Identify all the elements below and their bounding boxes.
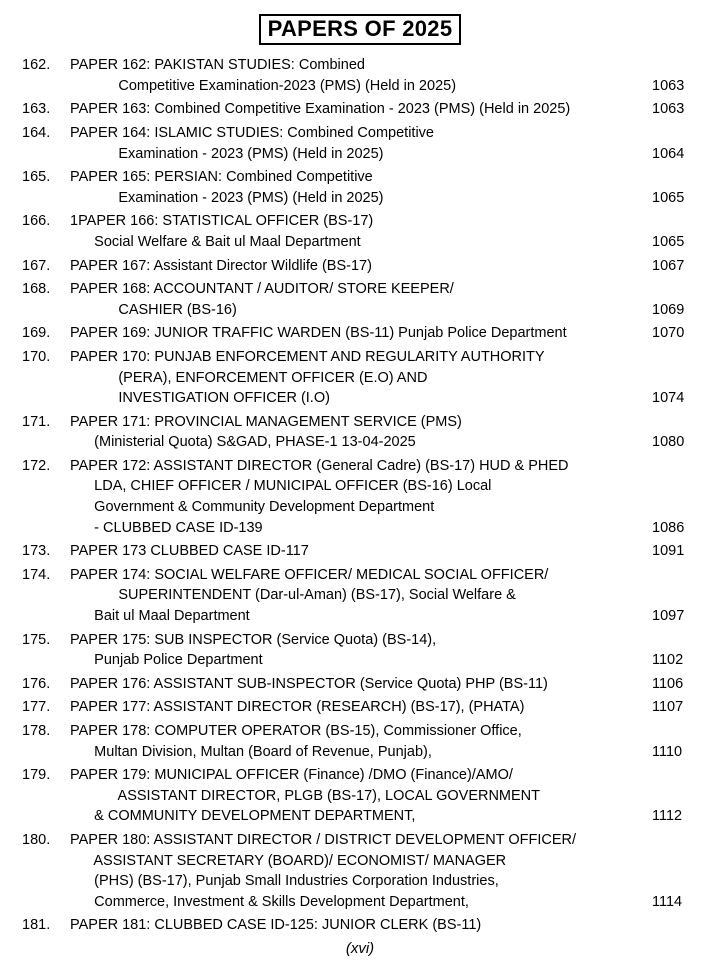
- entry-title-line: PAPER 180: ASSISTANT DIRECTOR / DISTRICT DEVELOPMENT OFFICER/: [70, 831, 576, 848]
- entry-title-line: Social Welfare & Bait ul Maal Department: [70, 233, 361, 250]
- entry-title-line: PAPER 168: ACCOUNTANT / AUDITOR/ STORE KEEPER/: [70, 281, 454, 298]
- entry-title: [70, 915, 652, 936]
- page-number-value: 1114: [652, 893, 683, 910]
- entry-page-number: [652, 167, 698, 208]
- entry-page-number: [652, 279, 698, 320]
- entry-title: [70, 256, 652, 277]
- page-number-value: 1067: [652, 257, 685, 274]
- page-number-value: 1097: [652, 608, 685, 625]
- entry-title-line: INVESTIGATION OFFICER (I.O): [70, 390, 330, 407]
- entry-title-line: (PERA), ENFORCEMENT OFFICER (E.O) AND: [70, 369, 428, 386]
- entry-page-number: [652, 565, 698, 627]
- page-number-spacer: [652, 765, 698, 786]
- entry-title-line: (Ministerial Quota) S&GAD, PHASE-1 13-04-2025: [70, 434, 416, 451]
- entry-number: 178.: [22, 723, 51, 739]
- table-of-contents: [22, 55, 698, 939]
- entry-title: [70, 55, 652, 96]
- page-number-value: 1110: [652, 743, 683, 760]
- page-number-value: 1063: [652, 77, 685, 94]
- page-number-value: 1106: [652, 675, 684, 692]
- entry-title-line: PAPER 174: SOCIAL WELFARE OFFICER/ MEDICAL SOCIAL OFFICER/: [70, 566, 549, 583]
- entry-title: [70, 830, 652, 912]
- entry-number: 172.: [22, 457, 51, 474]
- entry-title-line: Punjab Police Department: [70, 652, 263, 669]
- page-number-value: 1074: [652, 390, 685, 407]
- table-row[interactable]: [22, 541, 698, 562]
- page-number-spacer: [652, 412, 698, 433]
- table-row[interactable]: [22, 830, 698, 912]
- table-row[interactable]: [22, 456, 698, 538]
- entry-title: [70, 630, 652, 671]
- entry-title: [70, 721, 652, 762]
- entry-title-line: Examination - 2023 (PMS) (Held in 2025): [70, 145, 384, 162]
- page-number-value: 1063: [652, 101, 685, 118]
- table-row[interactable]: [22, 256, 698, 277]
- table-row[interactable]: [22, 99, 698, 120]
- entry-title-line: Multan Division, Multan (Board of Revenue, Punjab),: [70, 743, 432, 760]
- page-number-value: 1086: [652, 519, 685, 536]
- footer-page-number: (xvi): [345, 940, 375, 957]
- page-number-value: 1102: [652, 652, 684, 669]
- page-number-value: 1070: [652, 325, 685, 342]
- entry-title: [70, 697, 652, 718]
- page-title-wrapper: [22, 14, 698, 45]
- entry-title-line: SUPERINTENDENT (Dar-ul-Aman) (BS-17), Social Welfare &: [70, 587, 516, 604]
- entry-page-number: [652, 765, 698, 827]
- entry-title: [70, 765, 652, 827]
- table-row[interactable]: [22, 55, 698, 96]
- page-number-spacer: [652, 347, 698, 368]
- page-number-spacer: [652, 721, 698, 742]
- entry-title-line: PAPER 163: Combined Competitive Examination - 2023 (PMS) (Held in 2025): [70, 101, 571, 118]
- row-spacer: [22, 936, 698, 939]
- page-number-spacer: [652, 368, 698, 389]
- entry-page-number: [652, 256, 698, 277]
- page-number-value: 1065: [652, 233, 685, 250]
- entry-number: 173.: [22, 543, 51, 560]
- page-number-spacer: [652, 167, 698, 188]
- entry-page-number: [652, 915, 698, 936]
- page-number-spacer: [652, 830, 698, 851]
- entry-title-line: PAPER 178: COMPUTER OPERATOR (BS-15), Commissioner Office,: [70, 723, 522, 739]
- entry-page-number: [652, 347, 698, 409]
- entry-page-number: [652, 412, 698, 453]
- entry-number: 166.: [22, 213, 51, 230]
- table-row[interactable]: [22, 347, 698, 409]
- page-number-value: 1091: [652, 543, 685, 560]
- page-number-spacer: [652, 565, 698, 586]
- entry-title-line: PAPER 173 CLUBBED CASE ID-117: [70, 543, 309, 560]
- entry-page-number: [652, 99, 698, 120]
- entry-title: [70, 412, 652, 453]
- page-number-spacer: [652, 630, 698, 651]
- entry-page-number: [652, 697, 698, 718]
- entry-title: [70, 99, 652, 120]
- entry-page-number: [652, 323, 698, 344]
- entry-page-number: [652, 721, 698, 762]
- page-number-value: 1080: [652, 434, 685, 451]
- page-number-spacer: [652, 585, 698, 606]
- entry-title: [70, 167, 652, 208]
- entry-number: 164.: [22, 124, 51, 141]
- entry-page-number: [652, 630, 698, 671]
- page-number-spacer: [652, 55, 698, 76]
- table-row[interactable]: [22, 697, 698, 718]
- entry-number: 174.: [22, 566, 51, 583]
- entry-number: 168.: [22, 281, 51, 298]
- entry-page-number: [652, 674, 698, 695]
- entry-number: 180.: [22, 831, 51, 848]
- page-number-value: 1107: [652, 699, 684, 716]
- entry-title: [70, 347, 652, 409]
- entry-title: [70, 541, 652, 562]
- entry-title-line: 1PAPER 166: STATISTICAL OFFICER (BS-17): [70, 213, 374, 230]
- entry-title: [70, 456, 652, 538]
- entry-title: [70, 279, 652, 320]
- entry-title-line: CASHIER (BS-16): [70, 301, 237, 318]
- entry-number: 177.: [22, 699, 51, 716]
- entry-number: 163.: [22, 101, 51, 118]
- entry-title-line: PAPER 176: ASSISTANT SUB-INSPECTOR (Service Quota) PHP (BS-11): [70, 675, 548, 692]
- entry-title-line: PAPER 169: JUNIOR TRAFFIC WARDEN (BS-11) Punjab Police Department: [70, 325, 567, 342]
- entry-page-number: [652, 211, 698, 252]
- page-number-value: 1112: [652, 808, 683, 825]
- entry-title-line: PAPER 170: PUNJAB ENFORCEMENT AND REGULARITY AUTHORITY: [70, 348, 545, 365]
- entry-number: 176.: [22, 675, 51, 692]
- page-number-spacer: [652, 279, 698, 300]
- entry-page-number: [652, 541, 698, 562]
- page-number-spacer: [652, 786, 698, 807]
- entry-title-line: LDA, CHIEF OFFICER / MUNICIPAL OFFICER (BS-16) Local: [70, 478, 492, 495]
- entry-title: [70, 211, 652, 252]
- entry-title: [70, 323, 652, 344]
- entry-title-line: (PHS) (BS-17), Punjab Small Industries Corporation Industries,: [70, 873, 499, 890]
- entry-number: 179.: [22, 767, 51, 784]
- entry-title-line: PAPER 175: SUB INSPECTOR (Service Quota) (BS-14),: [70, 631, 437, 648]
- entry-title-line: Bait ul Maal Department: [70, 608, 250, 625]
- entry-title-line: PAPER 171: PROVINCIAL MANAGEMENT SERVICE (PMS): [70, 413, 462, 430]
- entry-title-line: PAPER 177: ASSISTANT DIRECTOR (RESEARCH) (BS-17), (PHATA): [70, 699, 525, 716]
- entry-page-number: [652, 123, 698, 164]
- entry-number: 171.: [22, 413, 51, 430]
- page-number-value: 1065: [652, 189, 685, 206]
- entry-title-line: Examination - 2023 (PMS) (Held in 2025): [70, 189, 384, 206]
- entry-title-line: PAPER 167: Assistant Director Wildlife (BS-17): [70, 257, 372, 274]
- entry-page-number: [652, 456, 698, 538]
- entry-title-line: PAPER 162: PAKISTAN STUDIES: Combined: [70, 57, 365, 74]
- page-number-value: 1069: [652, 301, 685, 318]
- entry-number: 165.: [22, 169, 51, 186]
- table-row[interactable]: [22, 123, 698, 164]
- entry-number: 162.: [22, 57, 51, 74]
- table-row[interactable]: [22, 630, 698, 671]
- page-number-spacer: [652, 851, 698, 872]
- entry-title-line: & COMMUNITY DEVELOPMENT DEPARTMENT,: [70, 808, 416, 825]
- entry-title-line: PAPER 164: ISLAMIC STUDIES: Combined Competitive: [70, 124, 434, 141]
- entry-title: [70, 565, 652, 627]
- table-row[interactable]: [22, 565, 698, 627]
- entry-title: [70, 674, 652, 695]
- entry-number: 170.: [22, 348, 51, 365]
- row-spacer-cell: [22, 936, 698, 939]
- entry-title-line: ASSISTANT SECRETARY (BOARD)/ ECONOMIST/ MANAGER: [70, 852, 507, 869]
- entry-title-line: PAPER 181: CLUBBED CASE ID-125: JUNIOR CLERK (BS-11): [70, 917, 482, 934]
- entry-number: 175.: [22, 631, 51, 648]
- page-title: PAPERS OF 2025: [259, 14, 462, 45]
- entry-title-line: Commerce, Investment & Skills Development Department,: [70, 893, 469, 910]
- page-number-value: 1064: [652, 145, 685, 162]
- page-number-spacer: [652, 497, 698, 518]
- entry-page-number: [652, 830, 698, 912]
- page-number-spacer: [652, 456, 698, 477]
- entry-number: 167.: [22, 257, 51, 274]
- entry-number: 169.: [22, 325, 51, 342]
- table-row[interactable]: [22, 167, 698, 208]
- entry-title-line: Government & Community Development Department: [70, 499, 435, 516]
- entry-title: [70, 123, 652, 164]
- entry-number: 181.: [22, 917, 51, 934]
- page-number-spacer: [652, 871, 698, 892]
- table-row[interactable]: [22, 674, 698, 695]
- entry-title-line: ASSISTANT DIRECTOR, PLGB (BS-17), LOCAL GOVERNMENT: [70, 787, 541, 804]
- page-number-spacer: [652, 476, 698, 497]
- table-row[interactable]: [22, 412, 698, 453]
- entry-title-line: - CLUBBED CASE ID-139: [70, 519, 263, 536]
- page-number-spacer: [652, 123, 698, 144]
- entry-page-number: [652, 55, 698, 96]
- table-row[interactable]: [22, 721, 698, 762]
- entry-title-line: PAPER 165: PERSIAN: Combined Competitive: [70, 169, 373, 186]
- entry-title-line: PAPER 172: ASSISTANT DIRECTOR (General Cadre) (BS-17) HUD & PHED: [70, 457, 569, 474]
- table-row[interactable]: [22, 765, 698, 827]
- entry-title-line: PAPER 179: MUNICIPAL OFFICER (Finance) /DMO (Finance)/AMO/: [70, 767, 513, 784]
- table-row[interactable]: [22, 915, 698, 936]
- table-row[interactable]: [22, 279, 698, 320]
- table-row[interactable]: [22, 323, 698, 344]
- table-row[interactable]: [22, 211, 698, 252]
- page-number-spacer: [652, 211, 698, 232]
- entry-title-line: Competitive Examination-2023 (PMS) (Held in 2025): [70, 77, 457, 94]
